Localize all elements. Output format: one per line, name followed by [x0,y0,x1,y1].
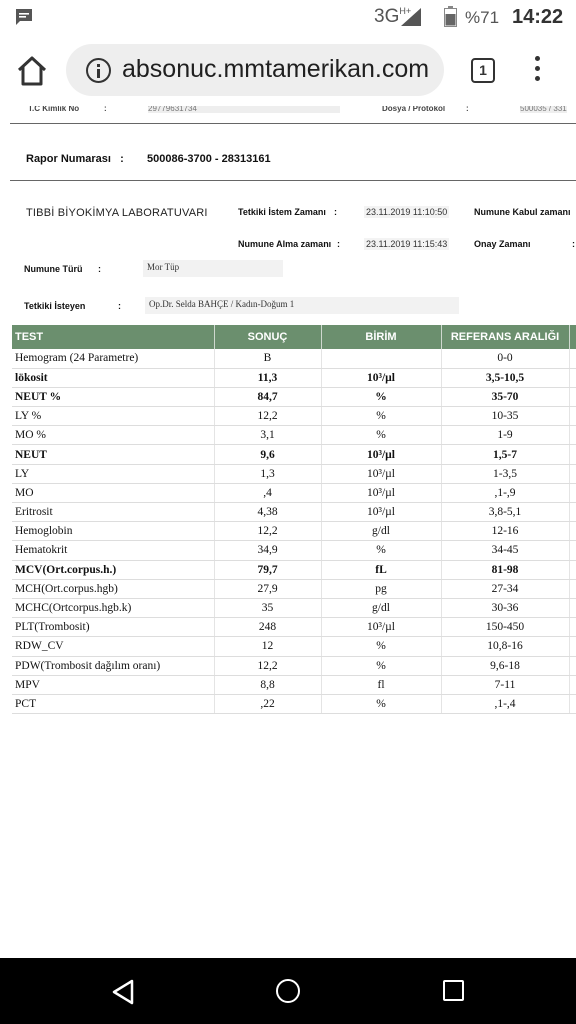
cell-ref: 34-45 [441,541,569,560]
cell-unit: % [321,637,441,656]
cell-unit: % [321,426,441,445]
cell-extra [569,675,576,694]
cell-extra [569,579,576,598]
battery-icon [444,6,457,32]
cell-test: NEUT % [12,387,214,406]
cell-test: MCV(Ort.corpus.h.) [12,560,214,579]
cell-ref: 30-36 [441,598,569,617]
cell-test: MPV [12,675,214,694]
cell-unit: % [321,387,441,406]
cell-test: Eritrosit [12,503,214,522]
table-row [12,445,576,464]
cell-result: ,22 [214,694,321,713]
cell-result: 248 [214,618,321,637]
cell-ref: 0-0 [441,349,569,368]
cell-unit: 10³/µl [321,445,441,464]
status-bar [0,0,576,34]
clock: 14:22 [512,6,564,28]
cell-result: 11,3 [214,368,321,387]
cell-test: PCT [12,694,214,713]
cell-unit: 10³/µl [321,618,441,637]
onay-sep: : [572,239,575,249]
table-header [12,325,576,349]
cell-ref: 1,5-7 [441,445,569,464]
message-icon [14,8,34,31]
tc-label: T.C Kimlik No [28,106,80,113]
cell-unit: % [321,541,441,560]
numune-turu-sep: : [98,264,101,274]
menu-icon[interactable] [534,56,542,86]
col-ref: REFERANS ARALIĞI [441,325,569,349]
home-icon[interactable] [14,54,50,88]
report-number-label: Rapor Numarası : [26,153,124,165]
istem-sep: : [334,207,337,217]
battery-percent: %71 [465,8,500,27]
cell-test: Hemoglobin [12,522,214,541]
cell-test: MCHC(Ortcorpus.hgb.k) [12,598,214,617]
patient-id-row [0,106,576,122]
table-row [12,598,576,617]
back-icon[interactable] [110,978,136,1011]
cell-result: 12,2 [214,407,321,426]
table-row [12,503,576,522]
table-row [12,387,576,406]
divider [10,123,576,124]
cell-unit: % [321,656,441,675]
cell-test: LY [12,464,214,483]
cell-extra [569,503,576,522]
cell-ref: 9,6-18 [441,656,569,675]
cell-ref: 10,8-16 [441,637,569,656]
cell-ref: ,1-,4 [441,694,569,713]
alma-label: Numune Alma zamanı [238,239,332,249]
cell-ref: ,1-,9 [441,483,569,502]
cell-ref: 12-16 [441,522,569,541]
browser-toolbar [0,34,576,106]
cell-extra [569,483,576,502]
cell-extra [569,598,576,617]
col-result: SONUÇ [214,325,321,349]
numune-turu-value: Mor Tüp [143,260,283,277]
cell-test: Hematokrit [12,541,214,560]
dosya-value: 500035 / 331 [520,106,567,113]
col-extra [569,325,576,349]
signal-icon [400,7,422,32]
col-test: TEST [12,325,214,349]
navigation-bar [0,958,576,1024]
isteyen-label: Tetkiki İsteyen [24,301,86,311]
cell-test: Hemogram (24 Parametre) [12,349,214,368]
istem-label: Tetkiki İstem Zamanı [238,207,326,217]
cell-result: 1,3 [214,464,321,483]
cell-test: RDW_CV [12,637,214,656]
cell-ref: 3,5-10,5 [441,368,569,387]
cell-result: 12 [214,637,321,656]
tc-value: 29779631734 [148,106,340,113]
results-table [12,325,576,714]
cell-extra [569,445,576,464]
cell-unit: fl [321,675,441,694]
cell-extra [569,618,576,637]
isteyen-sep: : [118,301,121,311]
cell-result: 4,38 [214,503,321,522]
table-row [12,579,576,598]
cell-result: 12,2 [214,522,321,541]
cell-extra [569,426,576,445]
cell-test: lökosit [12,368,214,387]
cell-extra [569,522,576,541]
cell-test: LY % [12,407,214,426]
cell-unit: % [321,694,441,713]
table-row [12,656,576,675]
cell-extra [569,368,576,387]
table-row [12,349,576,368]
cell-extra [569,694,576,713]
recents-icon[interactable] [443,980,464,1001]
cell-ref: 35-70 [441,387,569,406]
url-text[interactable]: absonuc.mmtamerikan.com [122,55,430,83]
isteyen-value: Op.Dr. Selda BAHÇE / Kadın-Doğum 1 [145,297,459,314]
alma-value: 23.11.2019 11:15:43 [366,239,448,249]
cell-result: 84,7 [214,387,321,406]
table-row [12,560,576,579]
table-row [12,618,576,637]
info-icon[interactable] [86,58,111,83]
cell-test: PLT(Trombosit) [12,618,214,637]
cell-ref: 7-11 [441,675,569,694]
cell-result: 27,9 [214,579,321,598]
cell-result: 3,1 [214,426,321,445]
col-unit: BİRİM [321,325,441,349]
cell-ref: 3,8-5,1 [441,503,569,522]
cell-result: 12,2 [214,656,321,675]
cell-extra [569,349,576,368]
cell-unit: % [321,407,441,426]
cell-ref: 1-3,5 [441,464,569,483]
cell-ref: 81-98 [441,560,569,579]
cell-unit: fL [321,560,441,579]
dosya-label: Dosya / Protokol [382,106,446,113]
tab-switcher-button[interactable]: 1 [471,58,495,83]
cell-test: MCH(Ort.corpus.hgb) [12,579,214,598]
table-row [12,675,576,694]
cell-extra [569,560,576,579]
cell-unit [321,349,441,368]
table-row [12,522,576,541]
results-body [12,349,576,714]
cell-ref: 10-35 [441,407,569,426]
cell-extra [569,656,576,675]
cell-unit: pg [321,579,441,598]
numune-turu-label: Numune Türü [24,264,83,274]
cell-test: PDW(Trombosit dağılım oranı) [12,656,214,675]
table-row [12,407,576,426]
cell-test: MO [12,483,214,502]
cell-unit: g/dl [321,598,441,617]
tc-sep: : [104,106,107,113]
table-row [12,483,576,502]
cell-unit: 10³/µl [321,464,441,483]
table-row [12,464,576,483]
cell-ref: 27-34 [441,579,569,598]
table-row [12,637,576,656]
cell-extra [569,407,576,426]
report-page [0,106,576,958]
cell-ref: 1-9 [441,426,569,445]
cell-result: B [214,349,321,368]
cell-extra [569,387,576,406]
cell-result: 35 [214,598,321,617]
cell-unit: g/dl [321,522,441,541]
cell-extra [569,541,576,560]
lab-name: TIBBİ BİYOKİMYA LABORATUVARI [26,207,208,219]
dosya-sep: : [466,106,469,113]
home-circle-icon[interactable] [276,979,300,1003]
report-number-value: 500086-3700 - 28313161 [147,153,271,165]
address-bar[interactable] [66,44,444,96]
cell-test: MO % [12,426,214,445]
alma-sep: : [337,239,340,249]
cell-extra [569,637,576,656]
cell-unit: 10³/µl [321,368,441,387]
table-row [12,694,576,713]
cell-result: 8,8 [214,675,321,694]
network-type: $3G^{H+}$ [374,6,412,27]
cell-extra [569,464,576,483]
cell-unit: 10³/µl [321,503,441,522]
divider [10,180,576,181]
cell-result: ,4 [214,483,321,502]
istem-value: 23.11.2019 11:10:50 [366,207,448,217]
table-row [12,426,576,445]
onay-label: Onay Zamanı [474,239,531,249]
cell-test: NEUT [12,445,214,464]
cell-result: 9,6 [214,445,321,464]
cell-ref: 150-450 [441,618,569,637]
cell-unit: 10³/µl [321,483,441,502]
cell-result: 79,7 [214,560,321,579]
table-row [12,541,576,560]
cell-result: 34,9 [214,541,321,560]
kabul-label: Numune Kabul zamanı [474,207,571,217]
table-row [12,368,576,387]
